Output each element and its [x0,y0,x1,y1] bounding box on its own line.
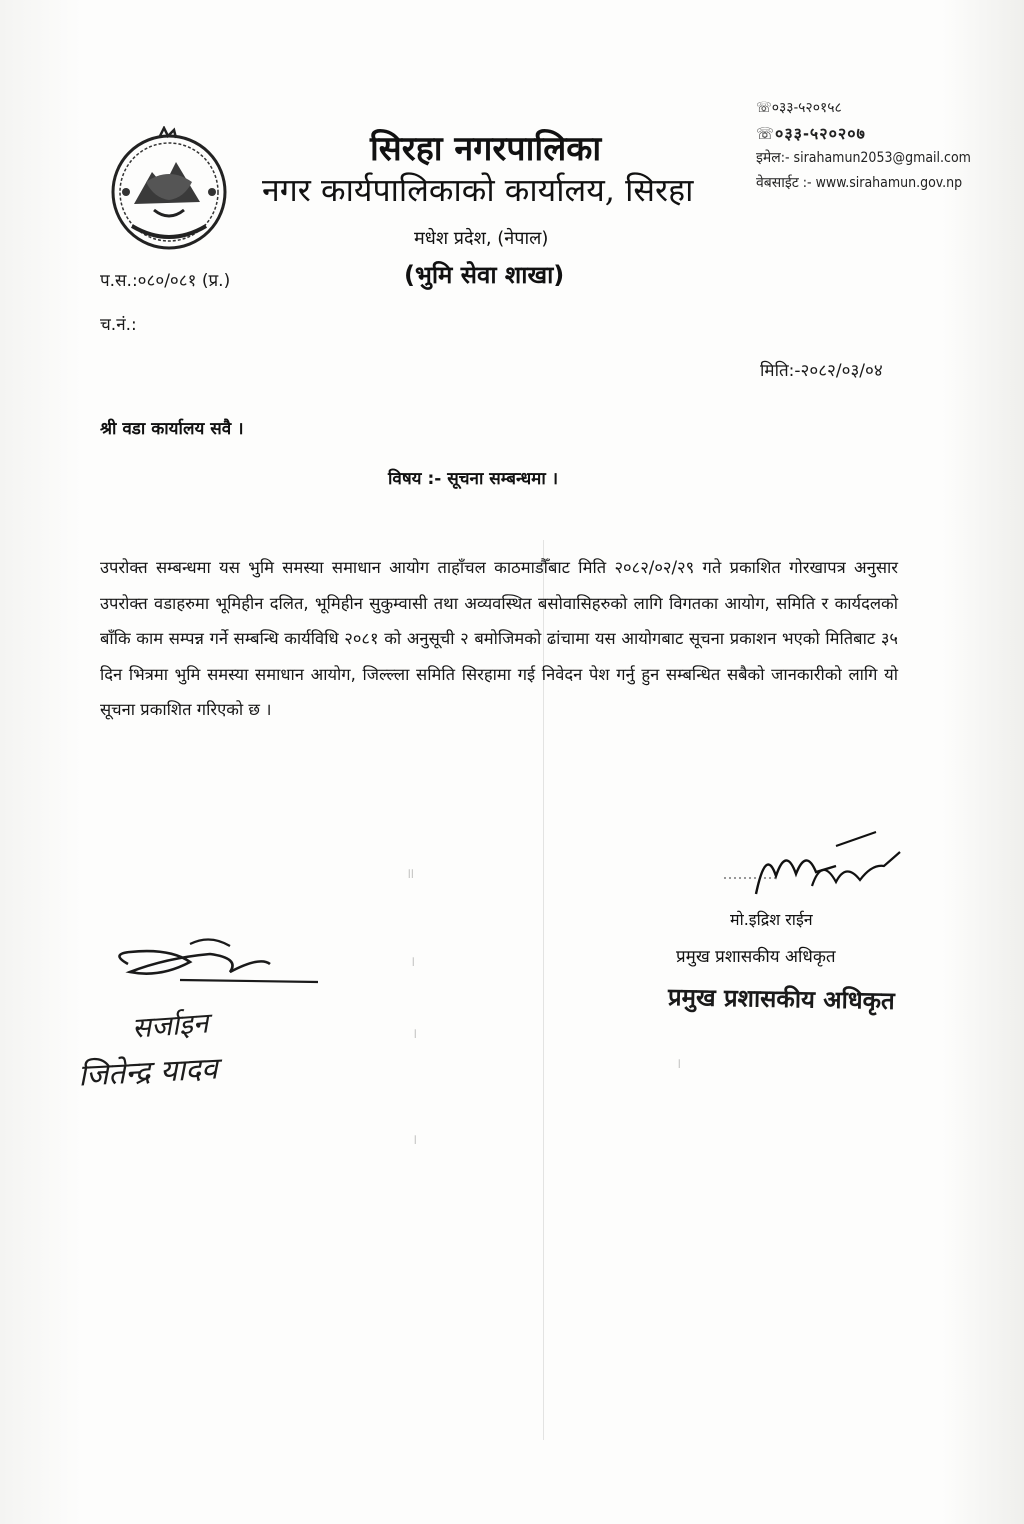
province-line: मधेश प्रदेश, (नेपाल) [414,228,549,249]
officer-signature [716,826,916,916]
letter-body: उपरोक्त सम्बन्धमा यस भुमि समस्या समाधान आयोग ताहाँचल काठमाडौँबाट मिति २०८२/०२/२९ गते प्रकाशित गोरखापत्र अनुसार उपरोक्त वडाहरुमा भूमिहीन दलित, भूमिहीन सुकुम्वासी तथा अव्यवस्थित बसोवासिहरुको लागि विगतका आयोग, समिति र कार्यदलको बाँकि काम सम्पन्न गर्ने सम्बन्धि कार्यविधि २०८१ को अनुसूची २ बमोजिमको ढांचामा यस आयोगबाट सूचना प्रकाशन भएको मितिबाट ३५ दिन भित्रमा भुमि समस्या समाधान आयोग, जिल्ल्ला समिति सिरहामा गई निवेदन पेश गर्नु हुन सम्बन्धित सबैको जानकारीको लागि यो सूचना प्रकाशित गरिएको छ । [100,558,898,720]
office-subtitle: नगर कार्यपालिकाको कार्यालय, सिरहा [262,171,694,209]
handwritten-word: सर्जाइन [130,1006,210,1045]
letter-date: मिति:-२०८२/०३/०४ [760,361,883,381]
contact-block [756,96,1006,196]
office-title: सिरहा नगरपालिका [370,129,602,169]
show-through-mark: । [412,1132,418,1148]
show-through-mark: । [676,1056,682,1072]
show-through-mark: । [410,954,416,970]
handwritten-name: जितेन्द्र यादव [77,1051,219,1094]
subject-line: विषय :- सूचना सम्बन्धमा । [388,469,559,489]
addressee: श्री वडा कार्यालय सवै । [100,419,244,439]
email: इमेल:- sirahamun2053@gmail.com [756,150,971,166]
website: वेबसाईट :- www.sirahamun.gov.np [756,175,963,191]
show-through-mark: ॥ [406,866,415,882]
phone-1: ☏०३३-५२०१५८ [756,100,842,116]
nepal-emblem-icon [104,126,234,254]
reference-number: प.स.:०८०/०८१ (प्र.) [100,271,231,291]
dispatch-number: च.नं.: [100,315,137,335]
phone-2: ☏०३३-५२०२०७ [756,124,866,143]
officer-title: प्रमुख प्रशासकीय अधिकृत [676,947,836,967]
show-through-mark: । [412,1026,418,1042]
officer-stamp: प्रमुख प्रशासकीय अधिकृत [667,982,896,1015]
branch-line: (भुमि सेवा शाखा) [404,261,565,289]
officer-name: मो.इद्रिश राईन [730,910,813,929]
